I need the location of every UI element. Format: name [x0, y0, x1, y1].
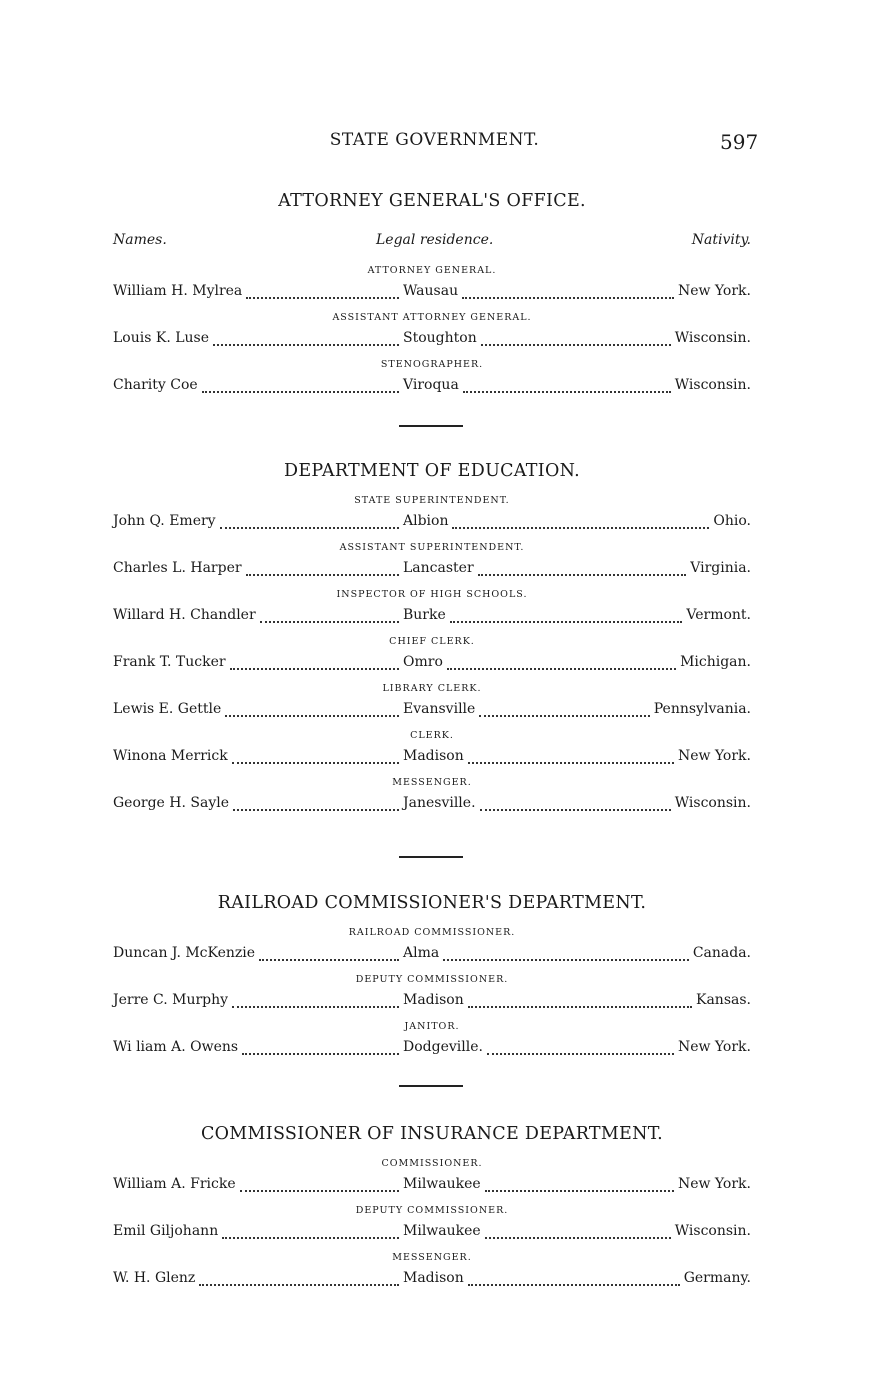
dot-leader [199, 1280, 399, 1286]
nativity: Canada. [692, 945, 751, 961]
office-heading: CLERK. [410, 730, 454, 741]
legal-residence: Milwaukee [403, 1223, 481, 1239]
dot-leader [259, 955, 399, 961]
person-name: Lewis E. Gettle [113, 701, 222, 717]
office-heading: DEPUTY COMMISSIONER. [355, 974, 509, 985]
office-heading: ATTORNEY GENERAL. [367, 265, 497, 276]
entry-row [113, 792, 751, 814]
legal-residence: Wausau [403, 283, 459, 299]
legal-residence: Albion [403, 513, 449, 529]
names-column-heading: Names. [113, 232, 167, 248]
entry-row [113, 989, 751, 1011]
section-title: RAILROAD COMMISSIONER'S DEPARTMENT. [217, 893, 647, 913]
dot-leader [246, 293, 399, 299]
nativity: Vermont. [686, 607, 751, 623]
nativity: Wisconsin. [674, 330, 751, 346]
dot-leader [450, 617, 682, 623]
dot-leader [468, 1280, 680, 1286]
office-heading: DEPUTY COMMISSIONER. [355, 1205, 509, 1216]
person-name: George H. Sayle [113, 795, 230, 811]
page-number: 597 [720, 130, 759, 154]
dot-leader [222, 1233, 399, 1239]
dot-leader [240, 1186, 399, 1192]
office-heading: CHIEF CLERK. [389, 636, 475, 647]
nativity: Wisconsin. [674, 377, 751, 393]
dot-leader [443, 955, 689, 961]
legal-residence: Janesville. [403, 795, 476, 811]
nativity: Wisconsin. [674, 795, 751, 811]
section [113, 892, 751, 1067]
entry-row [113, 280, 751, 302]
nativity: New York. [677, 1039, 751, 1055]
nativity: New York. [677, 283, 751, 299]
legal-residence: Lancaster [403, 560, 474, 576]
section-divider [399, 1085, 463, 1087]
person-name: Charles L. Harper [113, 560, 242, 576]
legal-residence: Stoughton [403, 330, 477, 346]
section-title: COMMISSIONER OF INSURANCE DEPARTMENT. [200, 1124, 664, 1144]
person-name: John Q. Emery [113, 513, 216, 529]
person-name: Willard H. Chandler [113, 607, 256, 623]
person-name: Duncan J. McKenzie [113, 945, 256, 961]
dot-leader [225, 711, 399, 717]
dot-leader [485, 1233, 671, 1239]
dot-leader [452, 523, 709, 529]
dot-leader [480, 805, 671, 811]
entry-row [113, 942, 751, 964]
dot-leader [468, 1002, 692, 1008]
dot-leader [233, 805, 399, 811]
person-name: Charity Coe [113, 377, 198, 393]
nativity: Michigan. [680, 654, 751, 670]
dot-leader [468, 758, 674, 764]
nativity: Virginia. [690, 560, 751, 576]
legal-residence: Burke [403, 607, 446, 623]
dot-leader [242, 1049, 399, 1055]
person-name: Frank T. Tucker [113, 654, 226, 670]
dot-leader [213, 340, 399, 346]
dot-leader [246, 570, 399, 576]
person-name: William A. Fricke [113, 1176, 236, 1192]
legal-residence: Madison [403, 992, 464, 1008]
nativity: New York. [677, 748, 751, 764]
entry-row [113, 374, 751, 396]
office-heading: LIBRARY CLERK. [382, 683, 482, 694]
entry-row [113, 1220, 751, 1242]
nativity: Wisconsin. [674, 1223, 751, 1239]
nativity: Germany. [683, 1270, 751, 1286]
dot-leader [447, 664, 676, 670]
legal-residence: Milwaukee [403, 1176, 481, 1192]
entry-row [113, 327, 751, 349]
office-heading: JANITOR. [404, 1021, 460, 1032]
office-heading: STATE SUPERINTENDENT. [354, 495, 510, 506]
running-title: STATE GOVERNMENT. [329, 130, 540, 150]
legal-residence: Dodgeville. [403, 1039, 483, 1055]
dot-leader [485, 1186, 674, 1192]
entry-row [113, 557, 751, 579]
dot-leader [232, 758, 399, 764]
entry-row [113, 745, 751, 767]
office-heading: ASSISTANT SUPERINTENDENT. [339, 542, 525, 553]
dot-leader [487, 1049, 674, 1055]
office-heading: MESSENGER. [392, 1252, 472, 1263]
dot-leader [232, 1002, 399, 1008]
office-heading: INSPECTOR OF HIGH SCHOOLS. [336, 589, 528, 600]
nativity: Pennsylvania. [653, 701, 751, 717]
person-name: Wi liam A. Owens [113, 1039, 239, 1055]
office-heading: STENOGRAPHER. [380, 359, 484, 370]
dot-leader [478, 570, 686, 576]
legal-residence: Alma [403, 945, 440, 961]
entry-row [113, 604, 751, 626]
person-name: W. H. Glenz [113, 1270, 196, 1286]
dot-leader [481, 340, 671, 346]
section-title: DEPARTMENT OF EDUCATION. [284, 461, 580, 481]
nativity: New York. [677, 1176, 751, 1192]
entry-row [113, 1267, 751, 1289]
entry-row [113, 1036, 751, 1058]
person-name: Emil Giljohann [113, 1223, 219, 1239]
section-divider [399, 425, 463, 427]
section [113, 1123, 751, 1298]
section [113, 190, 751, 405]
dot-leader [462, 293, 674, 299]
entry-row [113, 1173, 751, 1195]
entry-row [113, 510, 751, 532]
office-heading: RAILROAD COMMISSIONER. [348, 927, 516, 938]
nativity-column-heading: Nativity. [691, 232, 751, 248]
legal-residence: Evansville [403, 701, 476, 717]
dot-leader [202, 387, 399, 393]
legal-residence: Omro [403, 654, 443, 670]
section-title: ATTORNEY GENERAL'S OFFICE. [278, 191, 586, 211]
dot-leader [479, 711, 650, 717]
dot-leader [260, 617, 399, 623]
person-name: Winona Merrick [113, 748, 228, 764]
legal-residence: Viroqua [403, 377, 459, 393]
entry-row [113, 698, 751, 720]
person-name: William H. Mylrea [113, 283, 243, 299]
dot-leader [463, 387, 671, 393]
residence-column-heading: Legal residence. [376, 232, 494, 248]
nativity: Ohio. [713, 513, 751, 529]
nativity: Kansas. [696, 992, 751, 1008]
dot-leader [230, 664, 399, 670]
section [113, 460, 751, 823]
legal-residence: Madison [403, 1270, 464, 1286]
office-heading: MESSENGER. [392, 777, 472, 788]
entry-row [113, 651, 751, 673]
person-name: Louis K. Luse [113, 330, 209, 346]
office-heading: COMMISSIONER. [381, 1158, 483, 1169]
dot-leader [220, 523, 399, 529]
person-name: Jerre C. Murphy [113, 992, 229, 1008]
section-divider [399, 856, 463, 858]
office-heading: ASSISTANT ATTORNEY GENERAL. [332, 312, 532, 323]
legal-residence: Madison [403, 748, 464, 764]
